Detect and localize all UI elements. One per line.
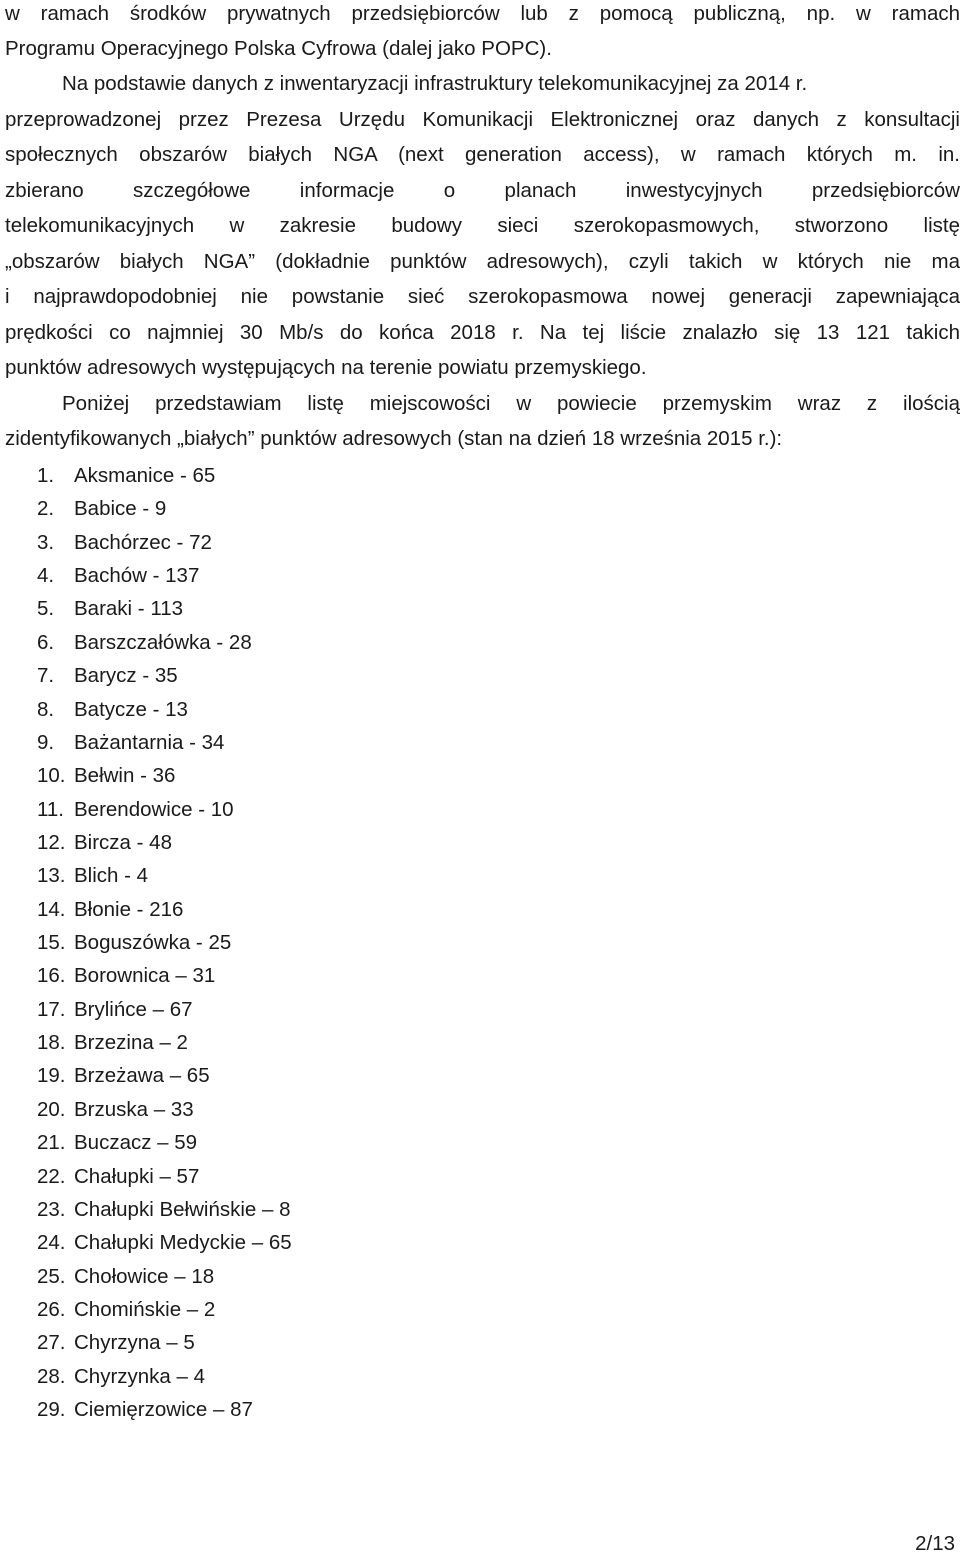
list-item: 20. Brzuska – 33 bbox=[37, 1097, 194, 1121]
list-item: 6. Barszczałówka - 28 bbox=[37, 630, 252, 654]
list-item: 4. Bachów - 137 bbox=[37, 564, 200, 588]
list-item: 8. Batycze - 13 bbox=[37, 697, 188, 721]
paragraph-line: w ramach środków prywatnych przedsiębiorców lub z pomocą publiczną, np. w ramach bbox=[5, 2, 960, 25]
list-item: 22. Chałupki – 57 bbox=[37, 1164, 200, 1188]
list-item: 21. Buczacz – 59 bbox=[37, 1131, 198, 1155]
list-item: 2. Babice - 9 bbox=[37, 497, 167, 521]
list-item: 17. Brylińce – 67 bbox=[37, 997, 193, 1021]
list-item: 26. Chomińskie – 2 bbox=[37, 1297, 216, 1321]
list-item: 3. Bachórzec - 72 bbox=[37, 530, 212, 554]
paragraph-line: „obszarów białych NGA” (dokładnie punktów adresowych), czyli takich w których nie ma bbox=[5, 250, 960, 273]
list-item: 14. Błonie - 216 bbox=[37, 897, 184, 921]
paragraph-line: Poniżej przedstawiam listę miejscowości w powiecie przemyskim wraz z ilością bbox=[62, 392, 960, 415]
list-item: 27. Chyrzyna – 5 bbox=[37, 1331, 195, 1355]
paragraph-line: Na podstawie danych z inwentaryzacji infrastruktury telekomunikacyjnej za 2014 r. bbox=[62, 72, 808, 95]
list-item: 16. Borownica – 31 bbox=[37, 964, 216, 988]
list-item: 12. Bircza - 48 bbox=[37, 830, 172, 854]
list-item: 5. Baraki - 113 bbox=[37, 597, 184, 621]
list-item: 10. Bełwin - 36 bbox=[37, 764, 176, 788]
paragraph-line: Programu Operacyjnego Polska Cyfrowa (dalej jako POPC). bbox=[5, 37, 552, 60]
list-item: 13. Blich - 4 bbox=[37, 864, 149, 888]
list-item: 19. Brzeżawa – 65 bbox=[37, 1064, 210, 1088]
list-item: 15. Boguszówka - 25 bbox=[37, 931, 232, 955]
paragraph-line: przeprowadzonej przez Prezesa Urzędu Komunikacji Elektronicznej oraz danych z konsultacji bbox=[5, 108, 960, 131]
list-item: 1. Aksmanice - 65 bbox=[37, 464, 216, 487]
list-item: 9. Bażantarnia - 34 bbox=[37, 730, 225, 754]
paragraph-line: punktów adresowych występujących na terenie powiatu przemyskiego. bbox=[5, 356, 647, 379]
list-item: 23. Chałupki Bełwińskie – 8 bbox=[37, 1197, 291, 1221]
paragraph-line: zbierano szczegółowe informacje o planach inwestycyjnych przedsiębiorców bbox=[5, 179, 960, 202]
list-item: 18. Brzezina – 2 bbox=[37, 1031, 188, 1055]
list-item: 7. Barycz - 35 bbox=[37, 664, 178, 688]
list-item: 11. Berendowice - 10 bbox=[37, 797, 234, 821]
paragraph-line: prędkości co najmniej 30 Mb/s do końca 2018 r. Na tej liście znalazło się 13 121 takich bbox=[5, 321, 960, 344]
paragraph-line: zidentyfikowanych „białych” punktów adresowych (stan na dzień 18 września 2015 r.): bbox=[5, 427, 783, 450]
paragraph-line: telekomunikacyjnych w zakresie budowy sieci szerokopasmowych, stworzono listę bbox=[5, 214, 960, 237]
paragraph-line: i najprawdopodobniej nie powstanie sieć szerokopasmowa nowej generacji zapewniająca bbox=[5, 285, 960, 308]
list-item: 25. Chołowice – 18 bbox=[37, 1264, 215, 1288]
paragraph-line: społecznych obszarów białych NGA (next generation access), w ramach których m. in. bbox=[5, 143, 960, 166]
list-item: 28. Chyrzynka – 4 bbox=[37, 1364, 206, 1388]
list-item: 29. Ciemięrzowice – 87 bbox=[37, 1398, 253, 1422]
page-number: 2/13 bbox=[915, 1532, 955, 1555]
places-list bbox=[37, 459, 292, 1426]
list-item: 24. Chałupki Medyckie – 65 bbox=[37, 1231, 292, 1255]
